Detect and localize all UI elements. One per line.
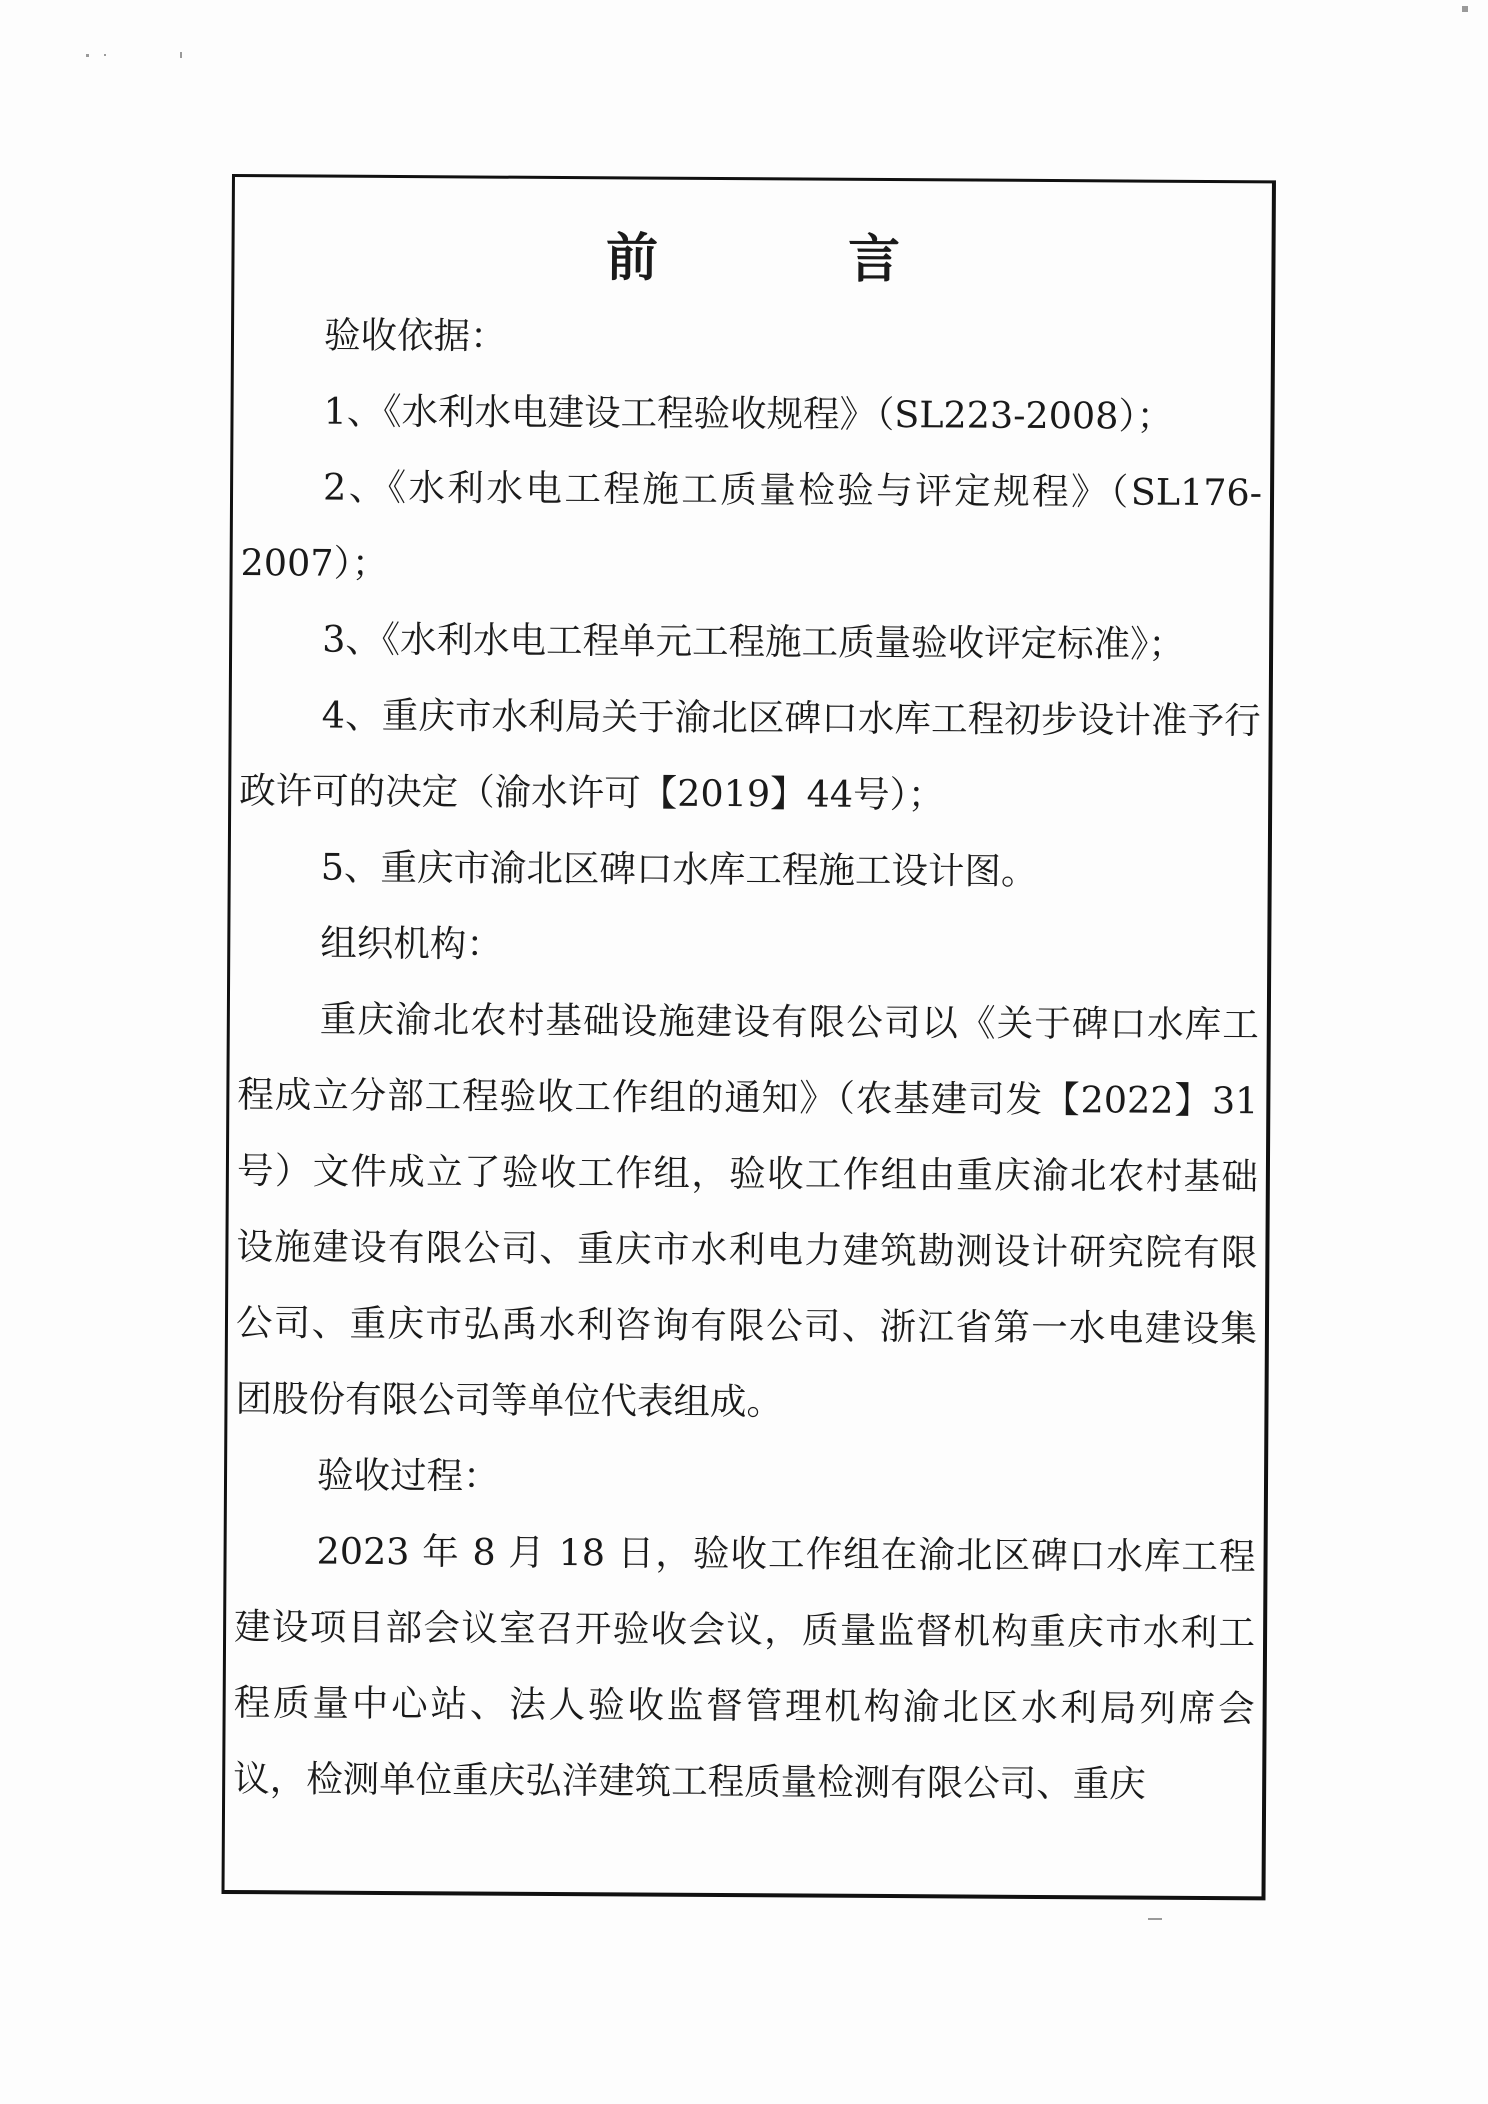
scan-speck xyxy=(1148,1918,1162,1920)
basis-item-3: 3、《水利水电工程单元工程施工质量验收评定标准》； xyxy=(322,617,1186,666)
scan-speck xyxy=(1462,6,1468,12)
section-heading-process: 验收过程： xyxy=(316,1453,500,1498)
basis-item-2: 2、《水利水电工程施工质量检验与评定规程》（SL176-2007）； xyxy=(240,465,1263,585)
basis-item-5: 5、重庆市渝北区碑口水库工程施工设计图。 xyxy=(320,845,1038,893)
organization-paragraph: 重庆渝北农村基础设施建设有限公司以《关于碑口水库工程成立分部工程验收工作组的通知》（农基建司发【2022】31 号）文件成立了验收工作组，验收工作组由重庆渝北农村基础设施建设有限公司、重庆市水利电力建筑勘测设计研究院有限公司、重庆市弘禹水利咨询有限公司、浙江省第一水电建设集团股份有限公司等单位代表组成。 xyxy=(235,997,1259,1424)
document-frame xyxy=(221,174,1275,1900)
document-body xyxy=(233,297,1263,1823)
basis-item-4: 4、重庆市水利局关于渝北区碑口水库工程初步设计准予行政许可的决定（渝水许可【2019】44号）； xyxy=(239,693,1261,817)
scan-speck xyxy=(180,52,182,58)
basis-item-1: 1、《水利水电建设工程验收规程》（SL223-2008）； xyxy=(323,389,1174,438)
scan-speck xyxy=(86,54,89,57)
process-paragraph: 2023 年 8 月 18 日，验收工作组在渝北区碑口水库工程建设项目部会议室召开验收会议，质量监督机构重庆市水利工程质量中心站、法人验收监督管理机构渝北区水利局列席会议，检测单位重庆弘洋建筑工程质量检测有限公司、重庆 xyxy=(233,1529,1256,1806)
scan-speck xyxy=(104,54,106,56)
page-title: 前 言 xyxy=(605,227,987,291)
section-heading-organization: 组织机构： xyxy=(320,921,503,966)
section-heading-basis: 验收依据： xyxy=(323,313,507,358)
